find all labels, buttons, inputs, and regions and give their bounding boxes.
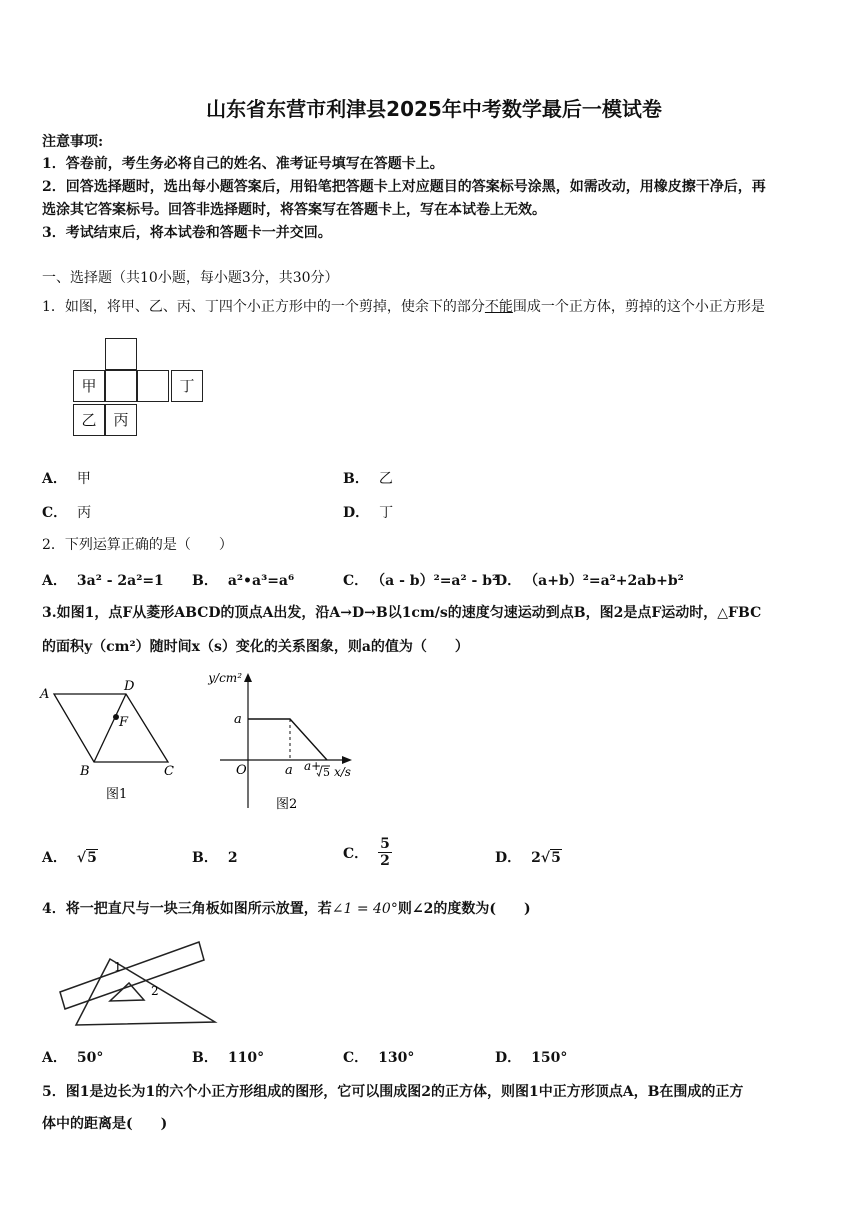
- label-c: C: [164, 764, 174, 779]
- label-d: D: [124, 679, 135, 694]
- q4-option-a[interactable]: A． 50°: [42, 1050, 104, 1066]
- notice-item-3: 3．考试结束后，将本试卷和答题卡一并交回。: [42, 225, 332, 241]
- q1-stem: 1．如图，将甲、乙、丙、丁四个小正方形中的一个剪掉，使余下的部分不能围成一个正方体，剪掉的这个小正方形是: [42, 299, 765, 315]
- page-title: 山东省东营市利津县2025年中考数学最后一模试卷: [206, 97, 662, 121]
- fig2-caption: 图2: [276, 797, 298, 812]
- fraction: $\frac{5}{2}$: [380, 836, 390, 869]
- q5-stem-line1: 5．图1是边长为1的六个小正方形组成的图形，它可以围成图2的正方体，则图1中正方形顶点A，B在围成的正方: [42, 1084, 744, 1100]
- y-tick-a: a: [234, 712, 242, 727]
- net-cell-jia: 甲: [73, 370, 105, 402]
- sqrt-expression: √5: [540, 850, 561, 866]
- q3-option-c[interactable]: C． $\frac{5}{2}$: [343, 836, 390, 869]
- net-cell-yi: 乙: [73, 404, 105, 436]
- q4-option-c[interactable]: C． 130°: [343, 1050, 415, 1066]
- q2-option-b[interactable]: B． a²•a³=a⁶: [192, 573, 295, 589]
- q2-option-c[interactable]: C． （a - b）²=a² - b²: [343, 573, 499, 589]
- notice-item-2: 2．回答选择题时，选出每小题答案后，用铅笔把答题卡上对应题目的答案标号涂黑，如需改动，用橡皮擦干净后，再: [42, 179, 766, 195]
- x-tick-a-plus: a+: [304, 759, 322, 773]
- section-heading: 一、选择题（共10小题，每小题3分，共30分）: [42, 270, 339, 286]
- angle-1-label: 1: [114, 960, 122, 974]
- q3-option-b[interactable]: B． 2: [192, 850, 238, 866]
- q2-option-d[interactable]: D． （a+b）²=a²+2ab+b²: [495, 573, 684, 589]
- rhombus-outline: [54, 694, 168, 762]
- angle-2-label: 2: [151, 984, 159, 998]
- q3-option-d[interactable]: D． 2√5: [495, 850, 561, 866]
- notice-item-1: 1．答卷前，考生务必将自己的姓名、准考证号填写在答题卡上。: [42, 156, 444, 172]
- origin-label: O: [236, 763, 247, 778]
- net-cell-ding: 丁: [171, 370, 203, 402]
- y-axis-label: y/cm²: [208, 671, 242, 685]
- q3-option-a[interactable]: A． √5: [42, 850, 97, 866]
- q3-stem-line2: 的面积y（cm²）随时间x（s）变化的关系图象，则a的值为（ ）: [42, 639, 469, 655]
- q2-option-a[interactable]: A． 3a² - 2a²=1: [42, 573, 164, 589]
- label-b: B: [80, 764, 90, 779]
- net-cell-center: [105, 370, 137, 402]
- q1-option-d[interactable]: D． 丁: [343, 505, 394, 521]
- notice-heading: 注意事项:: [42, 134, 104, 150]
- q4-option-b[interactable]: B． 110°: [192, 1050, 265, 1066]
- net-cell-top: [105, 338, 137, 370]
- q3-stem-line1: 3.如图1，点F从菱形ABCD的顶点A出发，沿A→D→B以1cm/s的速度匀速运动到点B，图2是点F运动时，△FBC: [42, 605, 762, 621]
- q3-rhombus-figure: [36, 676, 186, 806]
- graph-line: [248, 719, 327, 760]
- label-a: A: [40, 687, 50, 702]
- net-cell-bing: 丙: [105, 404, 137, 436]
- sqrt-expression: √5: [76, 850, 97, 866]
- x-axis-label: x/s: [334, 765, 351, 779]
- label-f: F: [119, 715, 129, 730]
- x-axis-arrow: [342, 756, 352, 764]
- q4-option-d[interactable]: D． 150°: [495, 1050, 568, 1066]
- q3-graph-figure: [208, 670, 360, 814]
- ruler: [60, 942, 204, 1009]
- q1-option-b[interactable]: B． 乙: [343, 471, 393, 487]
- q1-option-a[interactable]: A． 甲: [42, 471, 91, 487]
- q2-stem: 2．下列运算正确的是（ ）: [42, 537, 233, 553]
- q4-ruler-triangle-figure: [52, 937, 222, 1029]
- q5-stem-line2: 体中的距离是( ): [42, 1116, 168, 1132]
- notice-item-2-cont: 选涂其它答案标号。回答非选择题时，将答案写在答题卡上，写在本试卷上无效。: [42, 202, 546, 218]
- x-tick-sqrt5: 5: [323, 766, 330, 779]
- y-axis-arrow: [244, 673, 252, 682]
- triangle-outer: [76, 959, 215, 1025]
- q1-option-c[interactable]: C． 丙: [42, 505, 92, 521]
- q4-stem: 4．将一把直尺与一块三角板如图所示放置，若∠1 = 40°则∠2的度数为( ): [42, 901, 531, 917]
- net-cell-right: [137, 370, 169, 402]
- fig1-caption: 图1: [106, 787, 128, 802]
- x-tick-a: a: [285, 763, 293, 778]
